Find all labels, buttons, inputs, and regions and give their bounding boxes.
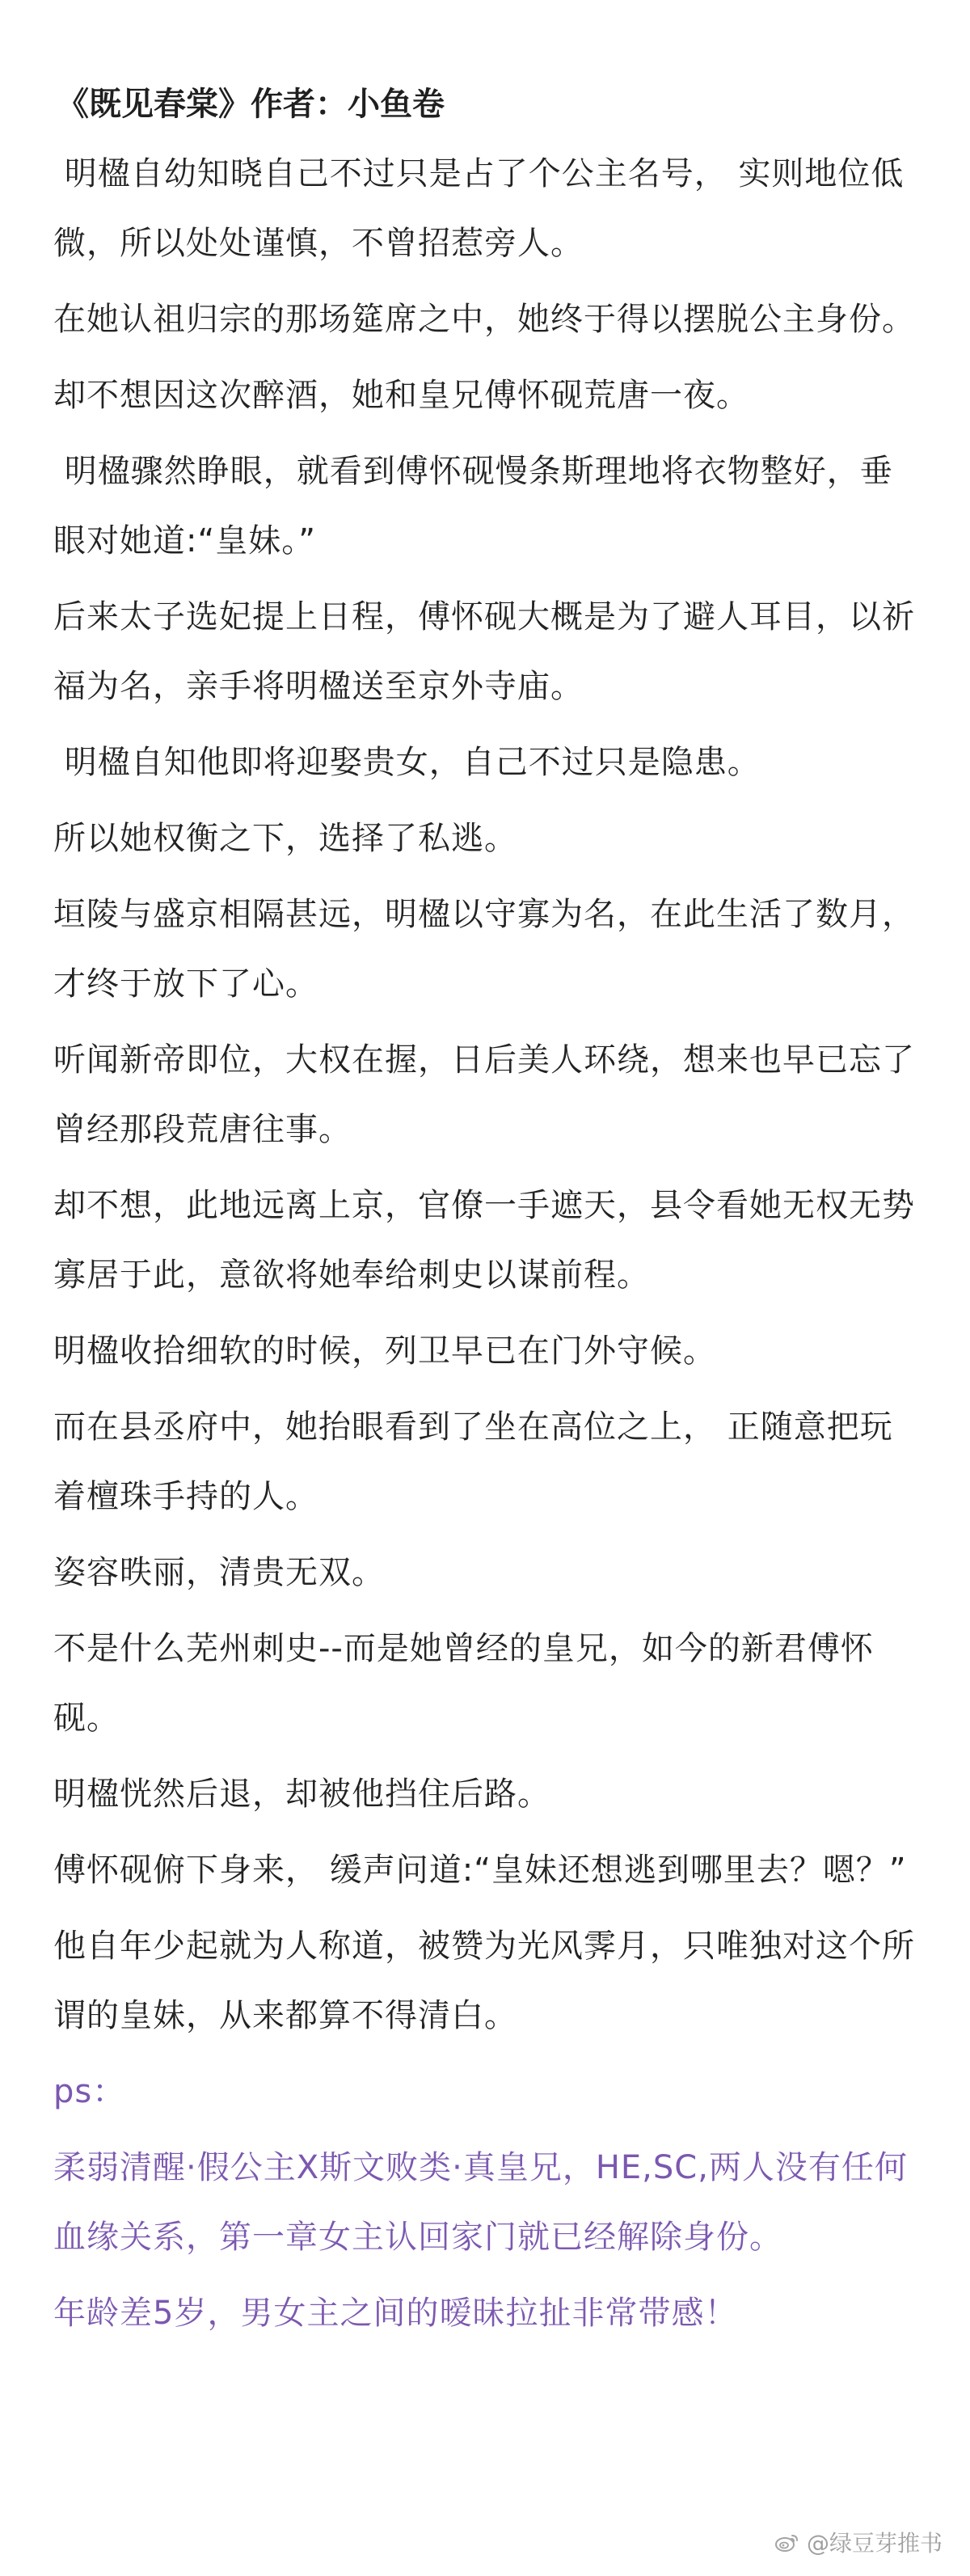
watermark xyxy=(773,2526,943,2558)
paragraph-9: 听闻新帝即位，大权在握，日后美人环绕，想来也早已忘了曾经那段荒唐往事。 xyxy=(53,1041,915,1148)
ps-label: ps： xyxy=(53,2073,126,2110)
ps-paragraph-2: 年龄差5岁，男女主之间的暧昧拉扯非常带感！ xyxy=(53,2295,738,2332)
paragraph-17: 他自年少起就为人称道，被赞为光风霁月，只唯独对这个所谓的皇妹，从来都算不得清白。 xyxy=(53,1928,915,2034)
paragraph-15: 明楹恍然后退，却被他挡住后路。 xyxy=(53,1776,550,1813)
paragraph-12: 而在县丞府中，她抬眼看到了坐在高位之上， 正随意把玩着檀珠手持的人。 xyxy=(53,1408,893,1515)
watermark-text: @绿豆芽推书 xyxy=(806,2530,943,2557)
ps-paragraph-1: 柔弱清醒·假公主X斯文败类·真皇兄，HE,SC,两人没有任何血缘关系，第一章女主认回家门就已经解除身份。 xyxy=(53,2149,908,2256)
paragraph-3: 却不想因这次醉酒，她和皇兄傅怀砚荒唐一夜。 xyxy=(53,377,749,414)
document-title: 《既见春棠》作者：小鱼卷 xyxy=(57,86,445,123)
paragraph-14: 不是什么芜州刺史--而是她曾经的皇兄，如今的新君傅怀砚。 xyxy=(53,1630,874,1737)
paragraph-1: 明楹自幼知晓自己不过只是占了个公主名号， 实则地位低微，所以处处谨慎，不曾招惹旁人。 xyxy=(53,155,905,262)
paragraph-16: 傅怀砚俯下身来， 缓声问道:“皇妹还想逃到哪里去？嗯？” xyxy=(53,1852,907,1889)
paragraph-8: 垣陵与盛京相隔甚远，明楹以守寡为名，在此生活了数月，才终于放下了心。 xyxy=(53,896,915,1003)
paragraph-4: 明楹骤然睁眼，就看到傅怀砚慢条斯理地将衣物整好，垂眼对她道:“皇妹。” xyxy=(53,453,893,560)
weibo-logo-icon xyxy=(773,2531,800,2553)
paragraph-7: 所以她权衡之下，选择了私逃。 xyxy=(53,820,517,857)
paragraph-11: 明楹收拾细软的时候，列卫早已在门外守候。 xyxy=(53,1332,716,1370)
paragraph-2: 在她认祖归宗的那场筵席之中，她终于得以摆脱公主身份。 xyxy=(53,301,915,338)
paragraph-10: 却不想，此地远离上京，官僚一手遮天，县令看她无权无势寡居于此，意欲将她奉给刺史以谋前程。 xyxy=(53,1187,915,1294)
paragraph-13: 姿容昳丽，清贵无双。 xyxy=(53,1554,385,1591)
paragraph-6: 明楹自知他即将迎娶贵女，自己不过只是隐患。 xyxy=(53,744,761,781)
paragraph-5: 后来太子选妃提上日程，傅怀砚大概是为了避人耳目，以祈福为名，亲手将明楹送至京外寺庙。 xyxy=(53,598,915,705)
